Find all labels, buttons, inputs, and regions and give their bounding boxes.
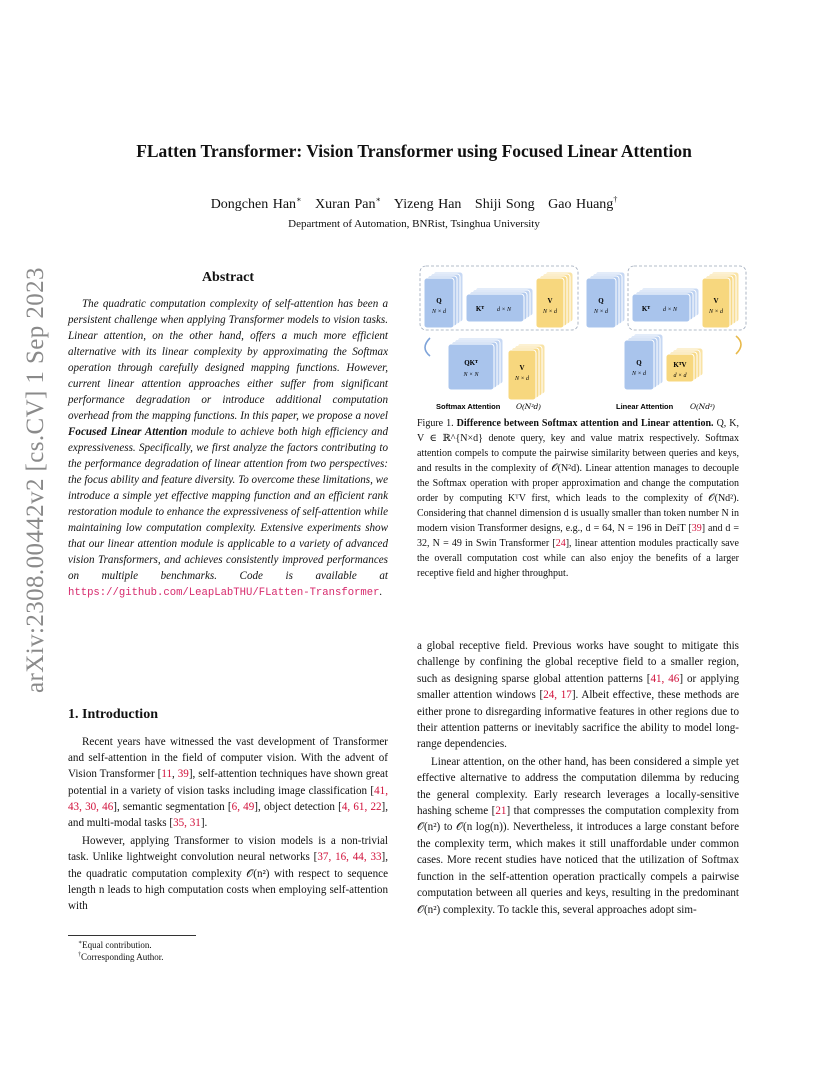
footnote: †Corresponding Author. [78, 952, 164, 962]
linear-complexity: 𝑂(𝑁𝑑²) [690, 402, 715, 411]
section-heading: 1. Introduction [68, 707, 158, 722]
linear-label: Linear Attention [616, 402, 674, 411]
citation-link[interactable]: 21 [495, 805, 507, 818]
citation-link[interactable]: 11 [161, 768, 173, 781]
footnote-rule [68, 935, 196, 936]
paragraph: Recent years have witnessed the vast development of Transformer and self-attention in the field of computer vision. With the advent of Vision Transformer [11, 39], self-attention techniques have shown great potential in a variety of vision tasks including image classification [41, 43, 30, 46], semantic segmentation [6, 49], object detection [4, 61, 22], and multi-modal tasks [35, 31]. [68, 736, 389, 830]
svg-text:N × d: N × d [542, 309, 558, 315]
q-label: Q [436, 297, 442, 305]
right-column-body [417, 638, 739, 919]
svg-text:d × N: d × N [662, 307, 678, 313]
svg-text:N × d: N × d [708, 309, 724, 315]
abstract-heading: Abstract [201, 270, 255, 285]
attention-diagram [418, 264, 748, 412]
softmax-complexity: 𝑂(𝑁²𝑑) [516, 402, 541, 411]
citation-link[interactable]: 41, 43, 30, 46 [68, 784, 388, 813]
svg-text:N × d: N × d [514, 376, 530, 382]
softmax-branch [420, 266, 578, 411]
svg-text:Q: Q [598, 297, 604, 305]
linear-branch [586, 266, 746, 411]
svg-text:N × d: N × d [631, 371, 647, 377]
intro-body [68, 734, 388, 916]
author: Shiji Song [474, 197, 535, 212]
author: Xuran Pan∗ [315, 195, 381, 212]
paragraph: However, applying Transformer to vision models is a non-trivial task. Unlike lightweight convolution neural networks [37, 16, 44, 33], the quadratic computation complexity 𝒪(n²) with respect to sequence length n leads to high computation costs when employing self-attention with [68, 835, 388, 913]
svg-text:Q: Q [636, 359, 642, 367]
citation-link[interactable]: 39 [691, 523, 702, 534]
author-list [0, 195, 828, 213]
author: Gao Huang† [548, 195, 618, 212]
citation-link[interactable]: 24 [555, 538, 566, 549]
citation-link[interactable]: 41, 46 [650, 672, 680, 685]
affiliation: Department of Automation, BNRist, Tsinghua University [288, 218, 540, 230]
svg-text:d × N: d × N [496, 307, 512, 313]
paper-title: FLatten Transformer: Vision Transformer using Focused Linear Attention [136, 141, 692, 161]
svg-text:V: V [713, 297, 719, 305]
arrow-icon [425, 338, 430, 356]
svg-text:V: V [519, 364, 525, 372]
qk-label: QKᵀ [464, 359, 478, 367]
citation-link[interactable]: 39 [177, 768, 189, 781]
author: Dongchen Han∗ [210, 195, 302, 212]
footnote: ∗Equal contribution. [78, 940, 152, 950]
paragraph: a global receptive field. Previous works have sought to mitigate this challenge by confining the global receptive field to a smaller region, such as designing sparse global attention patterns [41, 46] or applying smaller attention windows [24, 17]. Albeit effective, these methods are either prone to disregarding informative features in other regions due to their attention patterns or inevitably sacrifice the ability to model long-range dependencies. [417, 640, 740, 751]
svg-text:N × N: N × N [463, 372, 479, 378]
citation-link[interactable]: 37, 16, 44, 33 [317, 851, 382, 864]
softmax-label: Softmax Attention [436, 402, 501, 411]
code-link[interactable]: https://github.com/LeapLabTHU/FLatten-Transformer [68, 587, 380, 599]
citation-link[interactable]: 35, 31 [173, 817, 201, 830]
ktv-label: KᵀV [673, 361, 687, 369]
abstract-body: The quadratic computation complexity of self-attention has been a persistent challenge when applying Transformer models to vision tasks. Linear attention, on the other hand, offers a much more efficient alternative with its linear complexity by approximating the Softmax operation through carefully designed mapping functions. However, current linear attention approaches either suffer from significant performance degradation or introduce additional computation overhead from the mapping functions. In this paper, we propose a novel Focused Linear Attention module to achieve both high efficiency and expressiveness. Specifically, we first analyze the factors contributing to the performance degradation of linear attention from two perspectives: the focus ability and feature diversity. To overcome these limitations, we introduce a simple yet effective mapping function and an efficient rank restoration module to enhance the expressiveness of self-attention while maintaining low computation complexity. Extensive experiments show that our linear attention module is applicable to a variety of advanced vision Transformers, and achieves consistently improved performances on multiple benchmarks. Code is available at https://github.com/LeapLabTHU/FLatten-Transformer. [68, 298, 388, 599]
svg-text:N × d: N × d [431, 309, 447, 315]
arxiv-stamp: arXiv:2308.00442v2 [cs.CV] 1 Sep 2023 [22, 267, 49, 693]
author: Yizeng Han [393, 197, 462, 212]
paragraph: Linear attention, on the other hand, has been considered a simple yet effective alternative to address the computation dilemma by reducing the general complexity. Early research leverages a locally-sensitive hashing scheme [21] that compresses the computation complexity from 𝒪(n²) to 𝒪(n log(n)). Nevertheless, it introduces a large constant before the complexity term, which makes it still unaffordable under common cases. More recent studies have noticed that the utilization of Softmax function in the self-attention operation practically compels a pairwise computation between all queries and keys, resulting in the predominant 𝒪(n²) complexity. To tackle this, several approaches adopt sim- [417, 755, 739, 916]
v-label: V [547, 297, 553, 305]
figure-caption: Figure 1. Difference between Softmax attention and Linear attention. Q, K, V ∈ ℝ^{N×d} denote query, key and value matrix respectively. Softmax attention compels to compute the pairwise similarity between queries and keys, and results in the complexity of 𝒪(N²d). Linear attention manages to decouple the Softmax operation with proper approximation and change the computation order by computing KᵀV first, which leads to the complexity of 𝒪(Nd²). Considering that channel dimension d is usually smaller than token number N in modern vision Transformer designs, e.g., d = 64, N = 196 in DeiT [39] and d = 32, N = 49 in Swin Transformer [24], linear attention modules practically save the overall computation cost while can also enjoy the benefits of a larger receptive field and higher throughput. [417, 418, 740, 579]
svg-text:d × d: d × d [673, 373, 687, 379]
arrow-icon [736, 336, 741, 354]
citation-link[interactable]: 6, 49 [231, 800, 255, 813]
abstract-bold: Focused Linear Attention [68, 426, 188, 438]
svg-text:N × d: N × d [593, 309, 609, 315]
citation-link[interactable]: 24, 17 [543, 689, 572, 702]
svg-text:Kᵀ: Kᵀ [641, 305, 651, 313]
kt-label: Kᵀ [475, 305, 485, 313]
citation-link[interactable]: 4, 61, 22 [341, 800, 382, 813]
